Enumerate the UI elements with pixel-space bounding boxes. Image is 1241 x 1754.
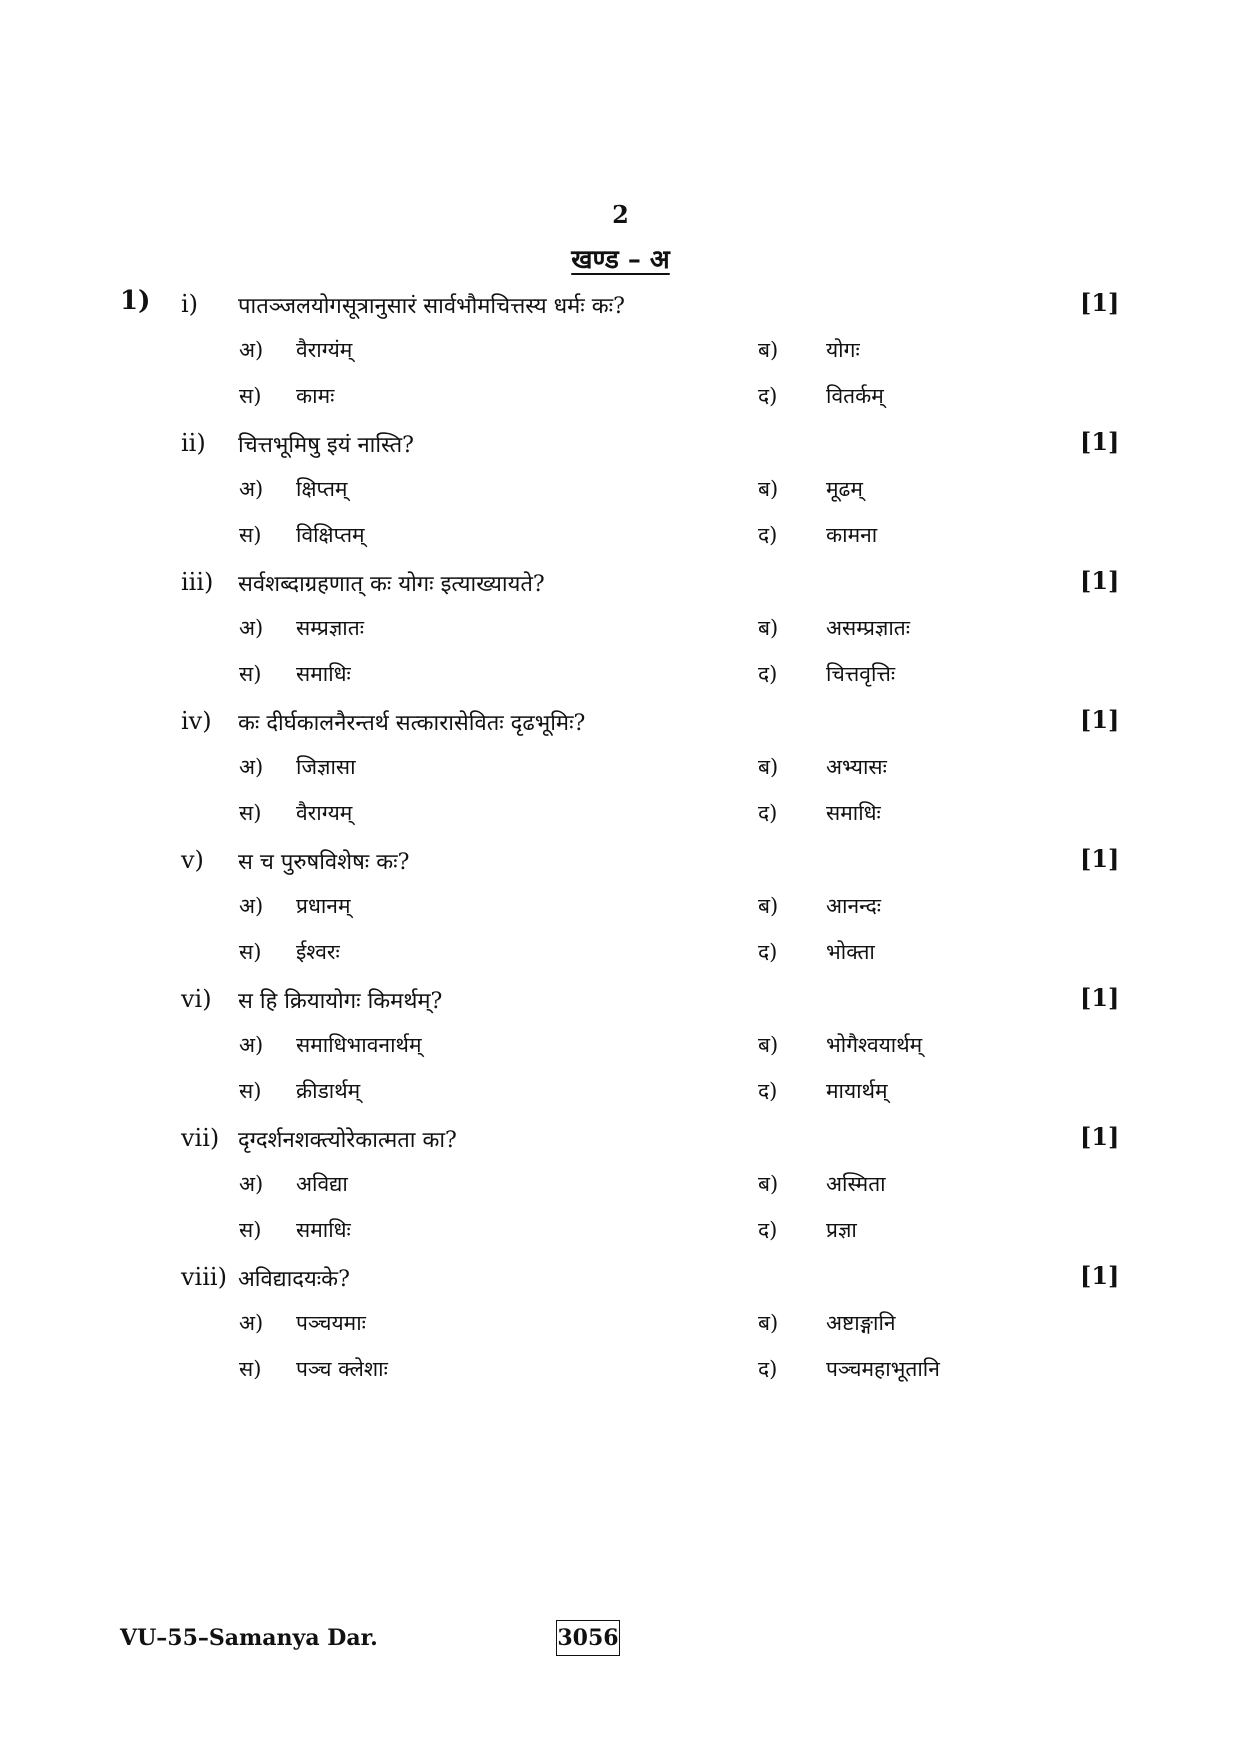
option-text: अष्टाङ्गानि bbox=[826, 1311, 896, 1335]
option-label: ब) bbox=[758, 477, 779, 501]
subquestion-text: अविद्यादयःके? bbox=[238, 1267, 350, 1292]
marks-label: [1] bbox=[1080, 1261, 1120, 1290]
option-label: स) bbox=[239, 1218, 262, 1242]
option-label: ब) bbox=[758, 894, 779, 918]
option-text: कामः bbox=[296, 384, 335, 408]
option-text: चित्तवृत्तिः bbox=[826, 662, 896, 686]
option-label: ब) bbox=[758, 616, 779, 640]
subquestion-number: vi) bbox=[181, 985, 212, 1013]
option-text: पञ्चमहाभूतानि bbox=[826, 1357, 940, 1381]
subquestion-text: सर्वशब्दाग्रहणात् कः योगः इत्याख्यायते? bbox=[238, 572, 545, 597]
option-label: द) bbox=[758, 940, 778, 964]
option-label: अ) bbox=[239, 1311, 264, 1335]
option-text: प्रज्ञा bbox=[826, 1218, 857, 1242]
question-number: 1) bbox=[120, 286, 151, 316]
marks-label: [1] bbox=[1080, 705, 1120, 734]
option-text: असम्प्रज्ञातः bbox=[826, 616, 910, 640]
marks-label: [1] bbox=[1080, 288, 1120, 317]
marks-label: [1] bbox=[1080, 983, 1120, 1012]
option-text: भोगैश्वयार्थम् bbox=[826, 1033, 923, 1057]
option-label: अ) bbox=[239, 338, 264, 362]
option-text: वैराग्यंम् bbox=[296, 338, 353, 362]
subquestion-number: iv) bbox=[181, 707, 212, 735]
section-title-text: खण्ड – अ bbox=[571, 245, 670, 275]
option-label: अ) bbox=[239, 1172, 264, 1196]
subquestion-number: vii) bbox=[181, 1124, 220, 1152]
section-title bbox=[0, 240, 1241, 276]
option-text: कामना bbox=[826, 523, 878, 547]
option-label: अ) bbox=[239, 755, 264, 779]
option-label: अ) bbox=[239, 894, 264, 918]
option-text: भोक्ता bbox=[826, 940, 875, 964]
option-label: द) bbox=[758, 523, 778, 547]
option-label: अ) bbox=[239, 1033, 264, 1057]
paper-code: VU–55–Samanya Dar. bbox=[120, 1625, 378, 1651]
option-text: समाधिभावनार्थम् bbox=[296, 1033, 422, 1057]
option-text: वैराग्यम् bbox=[296, 801, 353, 825]
option-label: द) bbox=[758, 662, 778, 686]
option-text: अस्मिता bbox=[826, 1172, 886, 1196]
option-text: मूढम् bbox=[826, 477, 863, 501]
option-text: समाधिः bbox=[296, 662, 351, 686]
option-text: सम्प्रज्ञातः bbox=[296, 616, 364, 640]
option-text: प्रधानम् bbox=[296, 894, 351, 918]
option-label: स) bbox=[239, 940, 262, 964]
option-text: पञ्च क्लेशाः bbox=[296, 1357, 388, 1381]
option-label: स) bbox=[239, 1357, 262, 1381]
marks-label: [1] bbox=[1080, 427, 1120, 456]
marks-label: [1] bbox=[1080, 844, 1120, 873]
page-number: 2 bbox=[612, 200, 629, 229]
option-label: द) bbox=[758, 801, 778, 825]
option-text: अभ्यासः bbox=[826, 755, 887, 779]
option-label: द) bbox=[758, 1218, 778, 1242]
subquestion-number: iii) bbox=[181, 568, 214, 596]
option-label: स) bbox=[239, 384, 262, 408]
subquestion-number: ii) bbox=[181, 429, 206, 457]
option-label: ब) bbox=[758, 1172, 779, 1196]
option-label: स) bbox=[239, 662, 262, 686]
option-text: मायार्थम् bbox=[826, 1079, 888, 1103]
paper-number-box: 3056 bbox=[556, 1620, 620, 1656]
subquestion-text: स हि क्रियायोगः किमर्थम्? bbox=[238, 989, 443, 1014]
option-text: आनन्दः bbox=[826, 894, 881, 918]
subquestion-number: i) bbox=[181, 290, 199, 318]
option-text: पञ्चयमाः bbox=[296, 1311, 366, 1335]
option-text: ईश्वरः bbox=[296, 940, 340, 964]
option-text: समाधिः bbox=[826, 801, 881, 825]
subquestion-text: चित्तभूमिषु इयं नास्ति? bbox=[238, 433, 414, 458]
subquestion-text: दृग्दर्शनशक्त्योरेकात्मता का? bbox=[238, 1128, 457, 1153]
option-label: द) bbox=[758, 1357, 778, 1381]
option-text: योगः bbox=[826, 338, 860, 362]
marks-label: [1] bbox=[1080, 1122, 1120, 1151]
option-label: द) bbox=[758, 384, 778, 408]
option-text: विक्षिप्तम् bbox=[296, 523, 365, 547]
option-label: अ) bbox=[239, 477, 264, 501]
option-label: स) bbox=[239, 1079, 262, 1103]
option-label: ब) bbox=[758, 1033, 779, 1057]
option-label: स) bbox=[239, 523, 262, 547]
option-label: ब) bbox=[758, 1311, 779, 1335]
subquestion-text: कः दीर्घकालनैरन्तर्थ सत्कारासेवितः दृढभूमिः? bbox=[238, 711, 586, 736]
option-label: ब) bbox=[758, 755, 779, 779]
option-label: ब) bbox=[758, 338, 779, 362]
option-text: समाधिः bbox=[296, 1218, 351, 1242]
option-text: अविद्या bbox=[296, 1172, 348, 1196]
option-label: स) bbox=[239, 801, 262, 825]
option-text: वितर्कम् bbox=[826, 384, 884, 408]
subquestion-number: v) bbox=[181, 846, 204, 874]
subquestion-number: viii) bbox=[181, 1263, 227, 1291]
option-text: क्षिप्तम् bbox=[296, 477, 348, 501]
option-label: द) bbox=[758, 1079, 778, 1103]
option-text: क्रीडार्थम् bbox=[296, 1079, 361, 1103]
option-text: जिज्ञासा bbox=[296, 755, 356, 779]
subquestion-text: स च पुरुषविशेषः कः? bbox=[238, 850, 410, 875]
option-label: अ) bbox=[239, 616, 264, 640]
subquestion-text: पातञ्जलयोगसूत्रानुसारं सार्वभौमचित्तस्य धर्मः कः? bbox=[238, 294, 625, 319]
marks-label: [1] bbox=[1080, 566, 1120, 595]
